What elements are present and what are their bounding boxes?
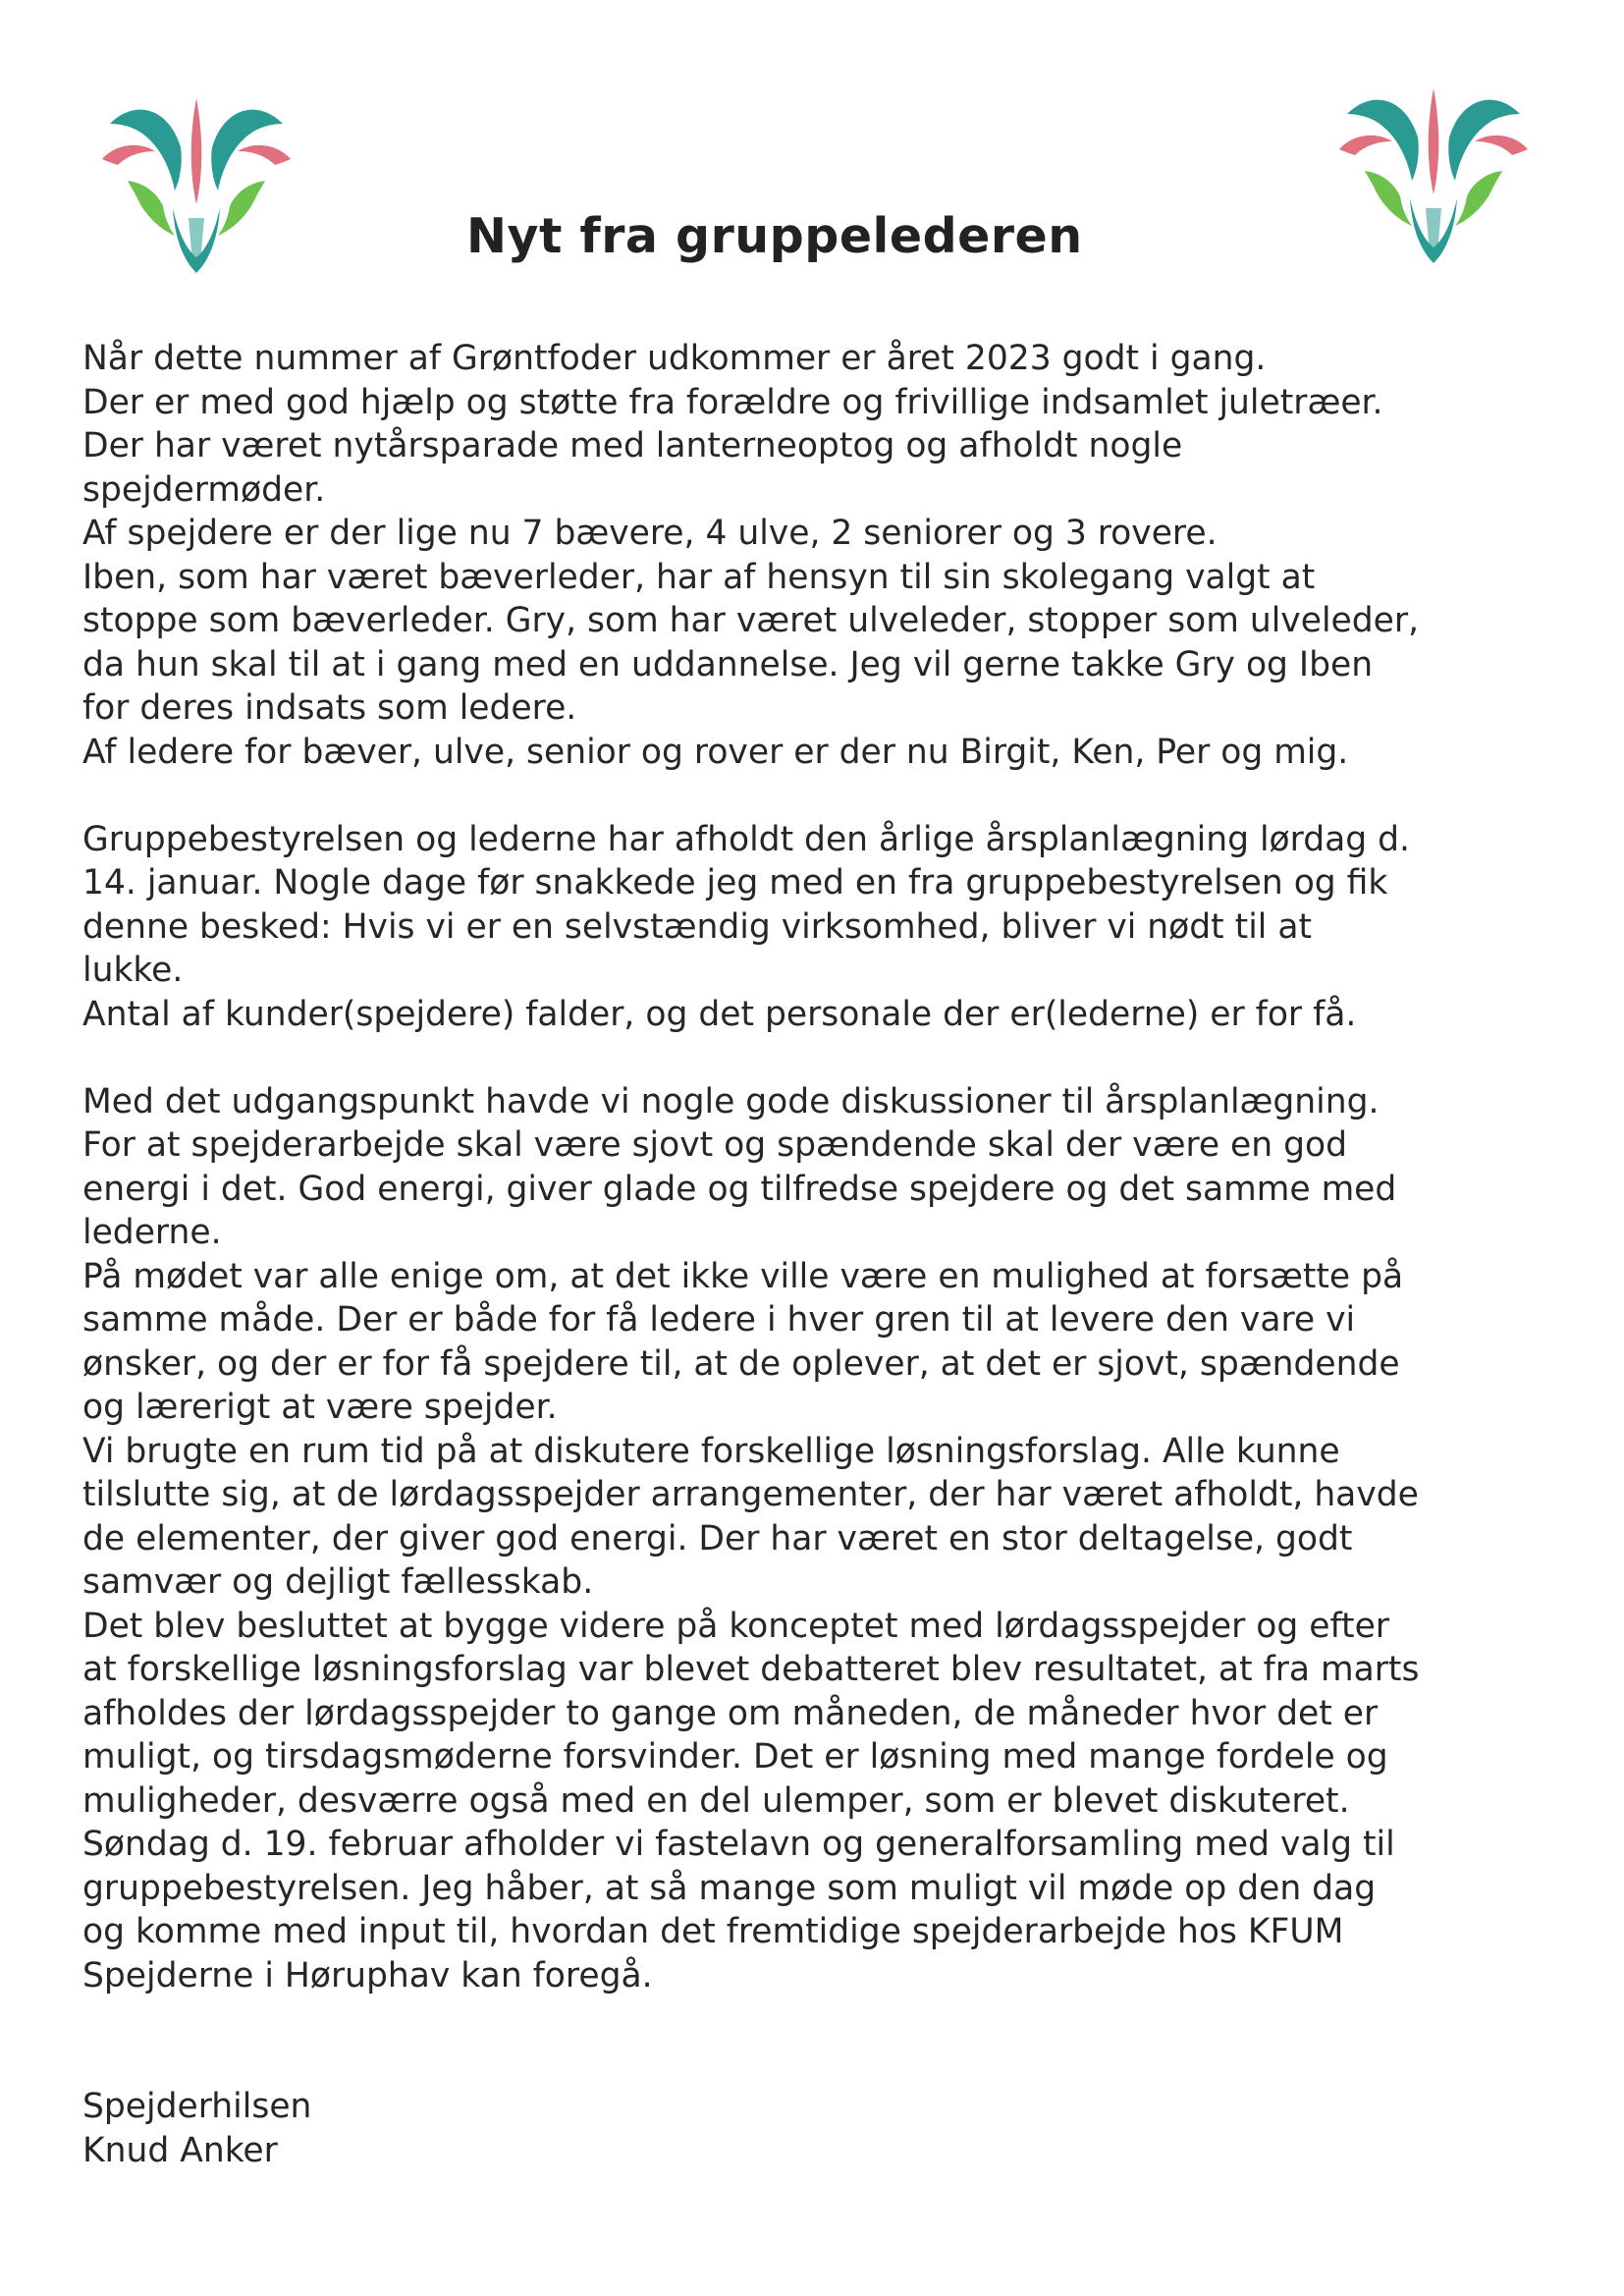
text-line: Det blev besluttet at bygge videre på konceptet med lørdagsspejder og efter — [82, 1606, 1389, 1646]
text-line: Spejderne i Høruphav kan foregå. — [82, 1955, 653, 1995]
text-line: lederne. — [82, 1213, 222, 1252]
signature-greeting: Spejderhilsen — [82, 2087, 312, 2126]
text-line: Der er med god hjælp og støtte fra forældre og frivillige indsamlet juletræer. — [82, 382, 1383, 422]
letter-body — [82, 337, 1555, 2172]
scout-lily-icon — [1335, 81, 1532, 277]
text-line: Gruppebestyrelsen og lederne har afholdt den årlige årsplanlægning lørdag d. — [82, 819, 1410, 859]
text-line: og komme med input til, hvordan det fremtidige spejderarbejde hos KFUM — [82, 1912, 1344, 1951]
text-line: energi i det. God energi, giver glade og tilfredse spejdere og det samme med — [82, 1169, 1397, 1209]
text-line: Med det udgangspunkt havde vi nogle gode diskussioner til årsplanlægning. — [82, 1081, 1380, 1121]
text-line: Iben, som har været bæverleder, har af hensyn til sin skolegang valgt at — [82, 557, 1316, 597]
text-line: gruppebestyrelsen. Jeg håber, at så mange som muligt vil møde op den dag — [82, 1868, 1377, 1908]
text-line: afholdes der lørdagsspejder to gange om måneden, de måneder hvor det er — [82, 1693, 1379, 1733]
text-line: På mødet var alle enige om, at det ikke ville være en mulighed at forsætte på — [82, 1256, 1404, 1296]
text-line: at forskellige løsningsforslag var blevet debatteret blev resultatet, at fra marts — [82, 1650, 1420, 1689]
paragraph-list — [82, 337, 1555, 1997]
text-line: Antal af kunder(spejdere) falder, og det personale der er(lederne) er for få. — [82, 994, 1357, 1034]
text-line: Søndag d. 19. februar afholder vi fastelavn og generalforsamling med valg til — [82, 1825, 1395, 1864]
paragraph — [82, 337, 1555, 774]
paragraph — [82, 818, 1555, 1037]
text-line: 14. januar. Nogle dage før snakkede jeg med en fra gruppebestyrelsen og fik — [82, 863, 1388, 902]
text-line: ønsker, og der er for få spejdere til, at de oplever, at det er sjovt, spændende — [82, 1343, 1400, 1384]
text-line: for deres indsats som ledere. — [82, 688, 577, 728]
text-line: For at spejderarbejde skal være sjovt og spændende skal der være en god — [82, 1125, 1348, 1165]
text-line: denne besked: Hvis vi er en selvstændig virksomhed, bliver vi nødt til at — [82, 906, 1313, 947]
text-line: og lærerigt at være spejder. — [82, 1388, 558, 1427]
text-line: muligheder, desværre også med en del ulemper, som er blevet diskuteret. — [82, 1780, 1350, 1821]
text-line: da hun skal til at i gang med en uddannelse. Jeg vil gerne takke Gry og Iben — [82, 644, 1374, 684]
signature-block — [82, 2085, 1555, 2172]
paragraph — [82, 1080, 1555, 1998]
text-line: samme måde. Der er både for få ledere i hver gren til at levere den vare vi — [82, 1300, 1356, 1339]
text-line: muligt, og tirsdagsmøderne forsvinder. Det er løsning med mange fordele og — [82, 1737, 1388, 1777]
text-line: samvær og dejligt fællesskab. — [82, 1562, 594, 1602]
signature-name: Knud Anker — [82, 2130, 278, 2170]
text-line: Af ledere for bæver, ulve, senior og rover er der nu Birgit, Ken, Per og mig. — [82, 732, 1349, 772]
text-line: de elementer, der giver god energi. Der har været en stor deltagelse, godt — [82, 1518, 1353, 1558]
text-line: Der har været nytårsparade med lanterneoptog og afholdt nogle — [82, 426, 1183, 465]
scout-lily-icon — [98, 90, 295, 287]
text-line: spejdermøder. — [82, 469, 326, 510]
text-line: tilslutte sig, at de lørdagsspejder arrangementer, der har været afholdt, havde — [82, 1475, 1419, 1514]
text-line: Når dette nummer af Grøntfoder udkommer er året 2023 godt i gang. — [82, 339, 1267, 378]
text-line: lukke. — [82, 951, 184, 990]
text-line: Af spejdere er der lige nu 7 bævere, 4 ulve, 2 seniorer og 3 rovere. — [82, 514, 1218, 553]
page-title: Nyt fra gruppelederen — [466, 208, 1083, 264]
text-line: stoppe som bæverleder. Gry, som har været ulveleder, stopper som ulveleder, — [82, 601, 1420, 640]
text-line: Vi brugte en rum tid på at diskutere forskellige løsningsforslag. Alle kunne — [82, 1431, 1340, 1471]
